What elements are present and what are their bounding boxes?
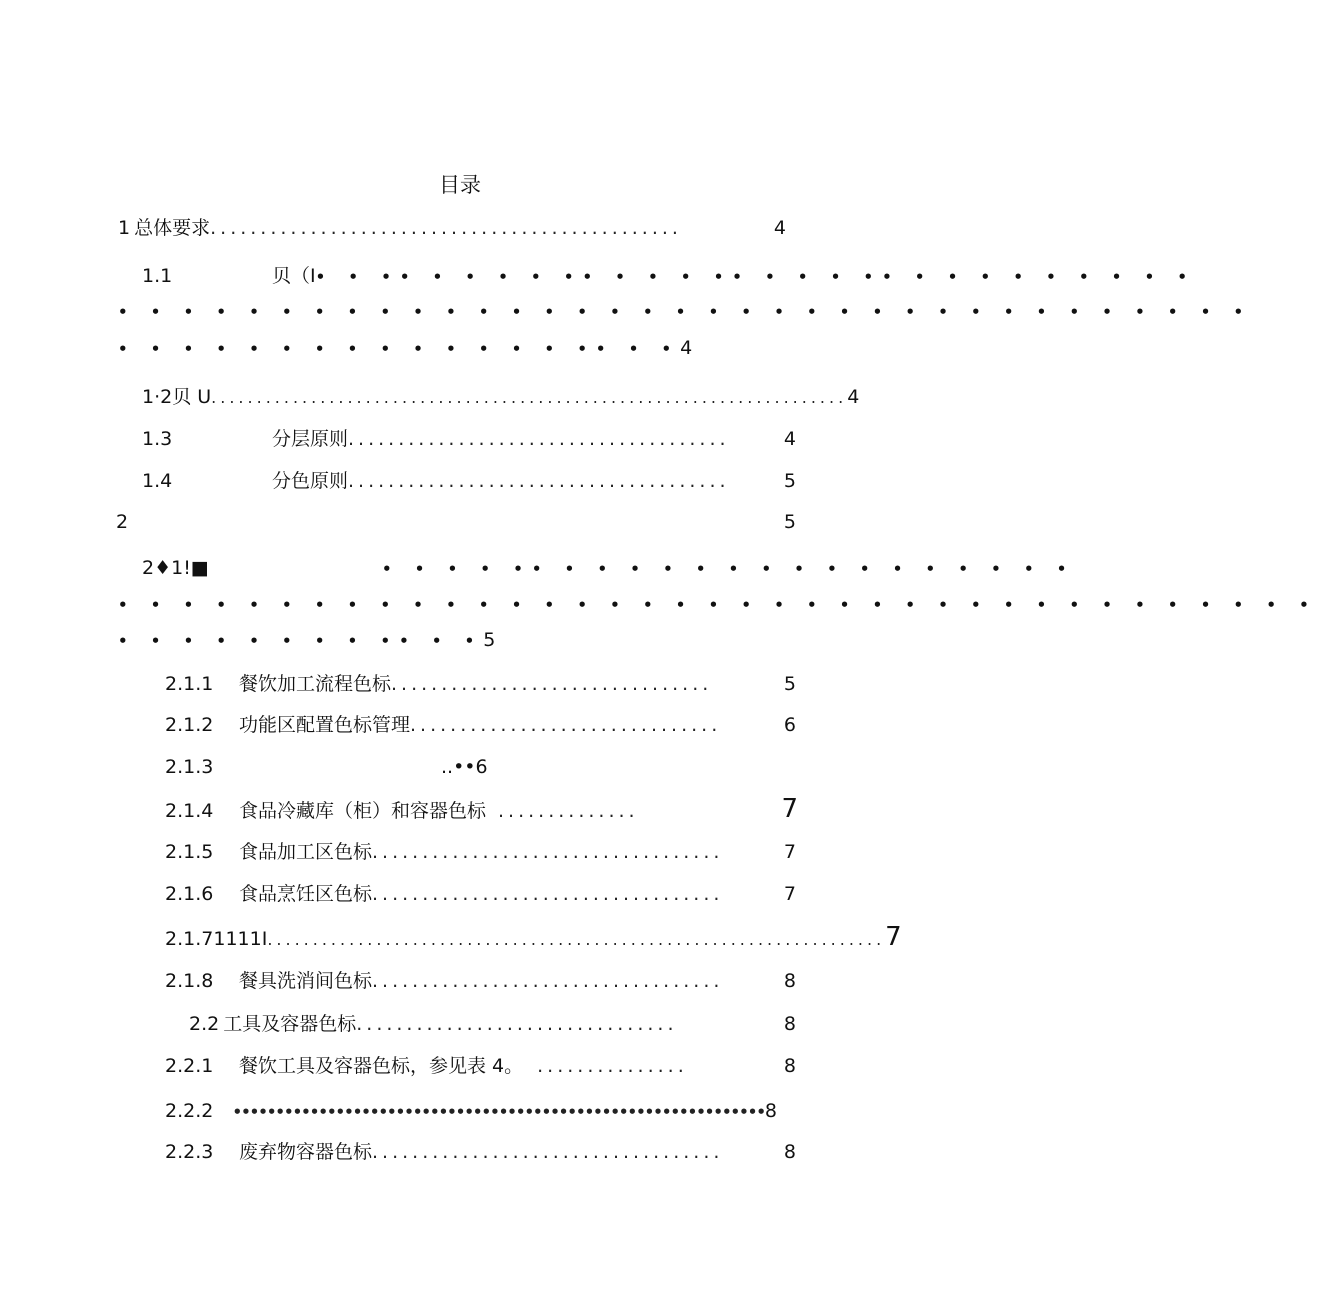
toc-entry-number: 2.2.1 <box>165 1055 214 1077</box>
toc-entry-2-1-8[interactable] <box>165 966 796 996</box>
toc-leader: ............... <box>537 1055 688 1077</box>
toc-leader: ................................... <box>372 970 724 992</box>
toc-leader: ............................................... <box>210 217 682 239</box>
toc-leader: .................................................................... <box>267 930 886 949</box>
toc-entry-1-2[interactable] <box>142 382 860 412</box>
toc-entry-number: 1 <box>118 217 131 239</box>
toc-page-number: 6 <box>783 714 796 736</box>
toc-entry-2-1[interactable] <box>142 553 1076 583</box>
toc-entry-title: 食品冷藏库（柜）和容器色标 <box>239 800 487 822</box>
toc-entry-2-1-1[interactable] <box>165 669 796 699</box>
toc-entry-1-1-leader-line-3 <box>118 333 693 363</box>
toc-entry-title: 分色原则 <box>272 470 349 492</box>
toc-page-number: 5 <box>783 511 796 533</box>
toc-page-number: 5 <box>783 470 796 492</box>
toc-leader: • • • • •• • • • • • • • • • • • • • • • • <box>382 560 1076 578</box>
toc-entry-number: 2.1.5 <box>165 841 214 863</box>
toc-entry-1-4[interactable] <box>142 466 796 496</box>
toc-entry-title: 贝 U <box>172 386 212 408</box>
toc-page-number: 7 <box>781 794 798 824</box>
toc-entry-number: 2.1.1 <box>165 673 214 695</box>
toc-page-number: 5 <box>783 673 796 695</box>
toc-entry-title: 废弃物容器色标 <box>239 1141 373 1163</box>
toc-entry-number: 2.2.3 <box>165 1141 214 1163</box>
toc-leader: ...................................... <box>348 470 730 492</box>
toc-leader: ................................... <box>372 841 724 863</box>
toc-leader: ..•• <box>441 756 476 778</box>
toc-entry-2-2-2[interactable] <box>165 1096 777 1126</box>
toc-entry-2-1-2[interactable] <box>165 710 796 740</box>
toc-entry-title: 工具及容器色标 <box>223 1013 357 1035</box>
toc-entry-2-2-3[interactable] <box>165 1137 796 1167</box>
toc-entry-number: 1.4 <box>142 470 173 492</box>
toc-entry-number: 1.1 <box>142 265 173 287</box>
toc-entry-2[interactable] <box>116 507 796 537</box>
toc-entry-number: 2♦1!■ <box>142 557 209 579</box>
toc-page-number: 8 <box>783 970 796 992</box>
toc-entry-number: 2.1.8 <box>165 970 214 992</box>
toc-entry-1-3[interactable] <box>142 424 796 454</box>
toc-entry-title: 贝（I <box>272 265 316 287</box>
toc-leader: ............................... <box>410 714 722 736</box>
toc-page-number: 7 <box>783 883 796 905</box>
toc-page-number: 8 <box>783 1141 796 1163</box>
toc-leader: • • •• • • • • •• • • • •• • • • •• • • • • • • • • • <box>315 268 1196 286</box>
toc-entry-number: 1.3 <box>142 428 173 450</box>
toc-entry-1-1-leader-line-2 <box>118 296 1253 326</box>
toc-entry-title: 食品烹饪区色标 <box>239 883 373 905</box>
toc-page-number: 8 <box>783 1055 796 1077</box>
toc-entry-number: 2.2.2 <box>165 1100 214 1122</box>
toc-leader: ................................ <box>356 1013 678 1035</box>
toc-page-number: 7 <box>783 841 796 863</box>
toc-page-number: 4 <box>847 386 860 408</box>
toc-entry-2-1-leader-line-2 <box>118 589 1318 619</box>
toc-entry-number: 2.1.4 <box>165 800 214 822</box>
toc-leader: ...................................... <box>348 428 730 450</box>
toc-leader: ................................... <box>372 883 724 905</box>
toc-page-number: 7 <box>885 922 902 952</box>
toc-page-number: 8 <box>764 1100 777 1122</box>
toc-entry-title: 餐饮工具及容器色标，参见表 4。 <box>239 1055 524 1077</box>
toc-entry-1-1[interactable] <box>142 261 1196 291</box>
toc-title: 目录 <box>439 173 481 197</box>
toc-leader: .............. <box>498 800 639 822</box>
toc-page-number: 6 <box>475 756 488 778</box>
toc-leader: ...................................................................... <box>211 388 848 407</box>
toc-entry-2-2-1[interactable] <box>165 1051 796 1081</box>
toc-entry-title: 餐具洗消间色标 <box>239 970 373 992</box>
toc-entry-2-2[interactable] <box>189 1009 796 1039</box>
toc-page-number: 4 <box>783 428 796 450</box>
toc-entry-2-1-3[interactable] <box>165 752 796 782</box>
toc-entry-number: 2.1.6 <box>165 883 214 905</box>
toc-page-number: 4 <box>773 217 786 239</box>
toc-entry-number: 2.1.7 <box>165 928 214 950</box>
toc-leader: •••••••••••••••••••••••••••••••••••••••••••••••••••••••••••••• <box>232 1103 765 1121</box>
toc-entry-number: 2.1.2 <box>165 714 214 736</box>
toc-page-number: 5 <box>483 629 496 651</box>
toc-entry-title: 1111I <box>213 928 268 950</box>
toc-entry-2-1-7[interactable] <box>165 922 902 952</box>
toc-entry-title: 总体要求 <box>134 217 211 239</box>
toc-leader: • • • • • • • • • • • • • • • • • • • • • • • • • • • • • • • • • • • <box>118 303 1253 321</box>
toc-leader: • • • • • • • • • • • • • • •• • • <box>118 340 681 358</box>
toc-entry-2-1-5[interactable] <box>165 837 796 867</box>
toc-leader: ................................ <box>391 673 713 695</box>
toc-page-number: 4 <box>680 337 693 359</box>
toc-entry-number: 2.2 <box>189 1013 220 1035</box>
toc-leader: ................................... <box>372 1141 724 1163</box>
toc-leader: • • • • • • • • •• • • <box>118 632 484 650</box>
toc-entry-2-1-6[interactable] <box>165 879 796 909</box>
toc-entry-2-1-4[interactable] <box>165 794 798 824</box>
toc-entry-number: 2.1.3 <box>165 756 214 778</box>
toc-entry-2-1-leader-line-3 <box>118 625 518 655</box>
toc-entry-number: 2 <box>116 511 129 533</box>
toc-entry-title: 餐饮加工流程色标 <box>239 673 392 695</box>
toc-entry-title: 食品加工区色标 <box>239 841 373 863</box>
toc-entry-1[interactable] <box>118 213 786 243</box>
toc-leader: • • • • • • • • • • • • • • • • • • • • • • • • • • • • • • • • • • • • • <box>118 596 1318 614</box>
toc-entry-title: 分层原则 <box>272 428 349 450</box>
toc-page-number: 8 <box>783 1013 796 1035</box>
toc-entry-number: 1·2 <box>142 386 173 408</box>
toc-entry-title: 功能区配置色标管理 <box>239 714 411 736</box>
